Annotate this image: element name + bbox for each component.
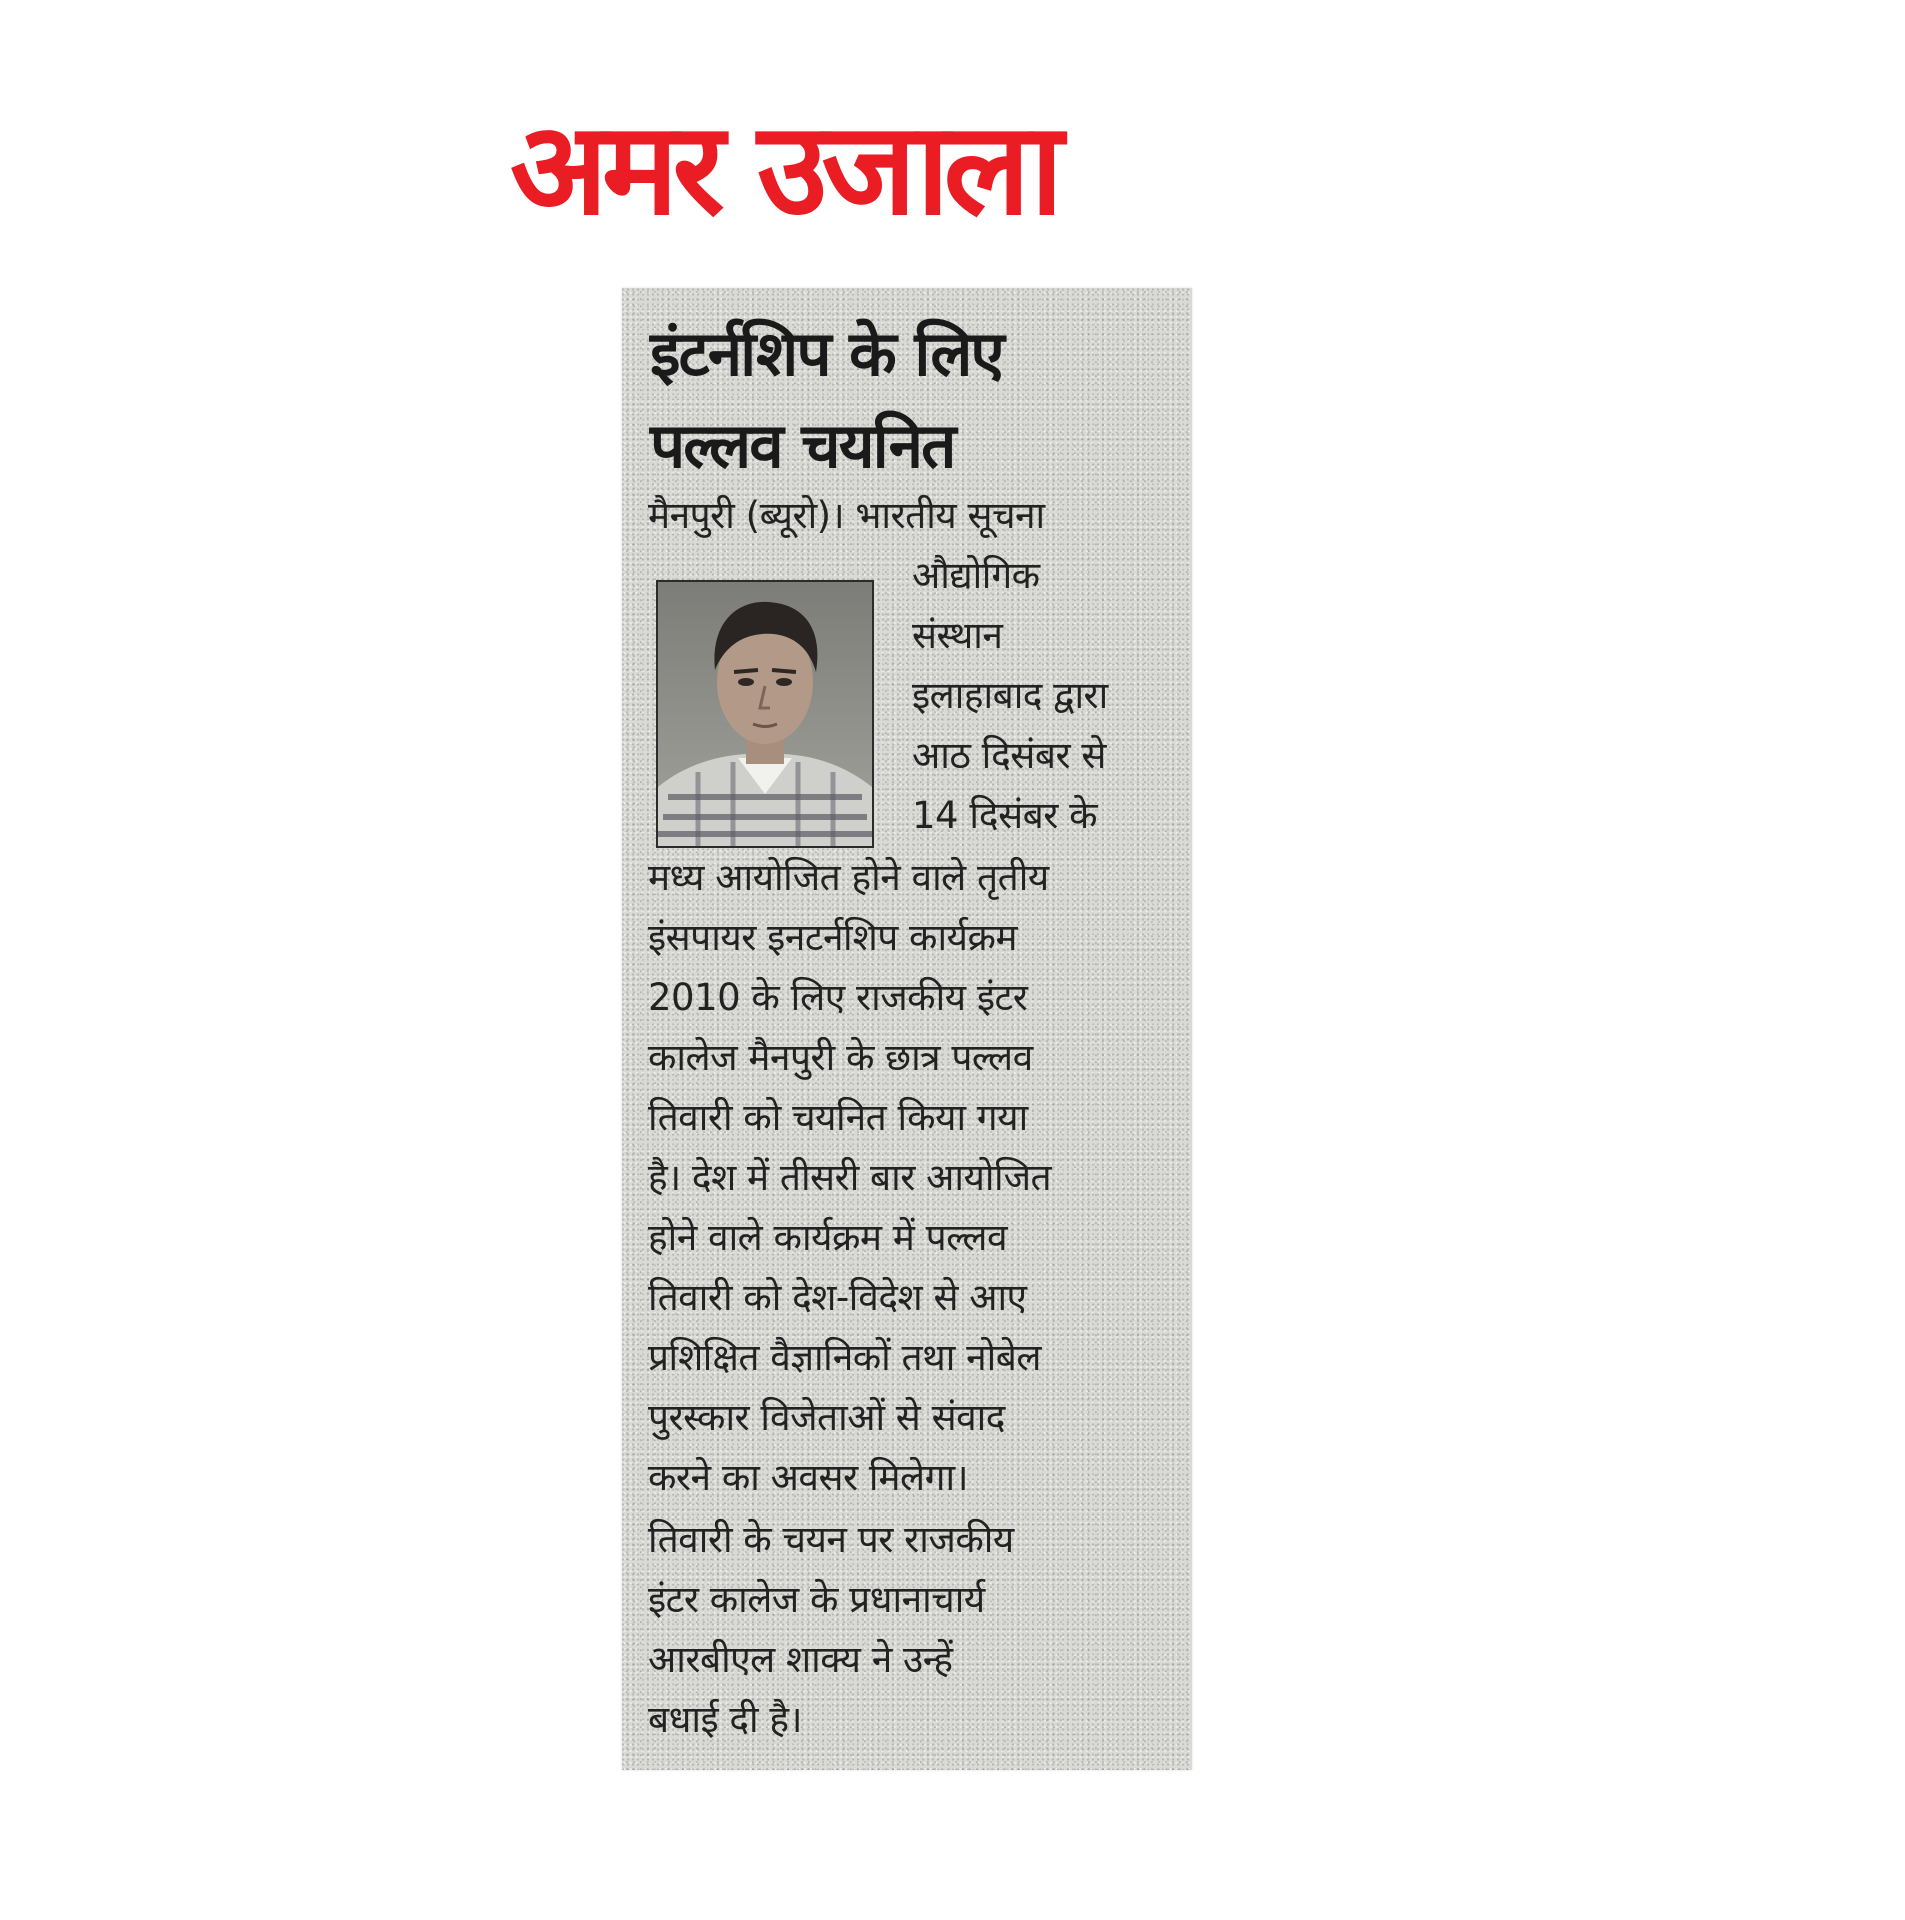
article-text-line: मध्य आयोजित होने वाले तृतीय [648, 856, 1049, 899]
portrait-photo [656, 580, 874, 848]
article-text-line: इंटर कालेज के प्रधानाचार्य [648, 1578, 985, 1621]
article-headline [650, 308, 1170, 492]
article-text-line: आरबीएल शाक्य ने उन्हें [648, 1638, 953, 1681]
article-text-line: आठ दिसंबर से [912, 734, 1106, 777]
article-text-line: तिवारी के चयन पर राजकीय [648, 1518, 1014, 1561]
article-text-line: होने वाले कार्यक्रम में पल्लव [648, 1216, 1008, 1259]
article-text-line: मैनपुरी (ब्यूरो)। भारतीय सूचना [648, 494, 1045, 537]
article-text-line: करने का अवसर मिलेगा। [648, 1456, 969, 1499]
article-text-line: 2010 के लिए राजकीय इंटर [648, 976, 1028, 1019]
news-clipping [622, 288, 1192, 1770]
article-text-line: संस्थान [912, 614, 1003, 657]
article-text-line: औद्योगिक [912, 554, 1040, 597]
article-text-line: इलाहाबाद द्वारा [912, 674, 1108, 717]
headline-line: इंटर्नशिप के लिए [650, 317, 1003, 390]
newspaper-masthead: अमर उजाला [510, 95, 1058, 244]
article-text-line: कालेज मैनपुरी के छात्र पल्लव [648, 1036, 1033, 1079]
article-text-line: प्रशिक्षित वैज्ञानिकों तथा नोबेल [648, 1336, 1041, 1379]
article-text-line: है। देश में तीसरी बार आयोजित [648, 1156, 1052, 1199]
article-text-line: तिवारी को चयनित किया गया [648, 1096, 1028, 1139]
article-text-line: 14 दिसंबर के [912, 794, 1098, 837]
article-text-line: तिवारी को देश-विदेश से आए [648, 1276, 1027, 1319]
article-text-line: इंसपायर इनटर्नशिप कार्यक्रम [648, 916, 1018, 959]
article-text-line: बधाई दी है। [648, 1698, 803, 1741]
article-text-line: पुरस्कार विजेताओं से संवाद [648, 1396, 1005, 1439]
headline-line: पल्लव चयनित [650, 409, 955, 482]
